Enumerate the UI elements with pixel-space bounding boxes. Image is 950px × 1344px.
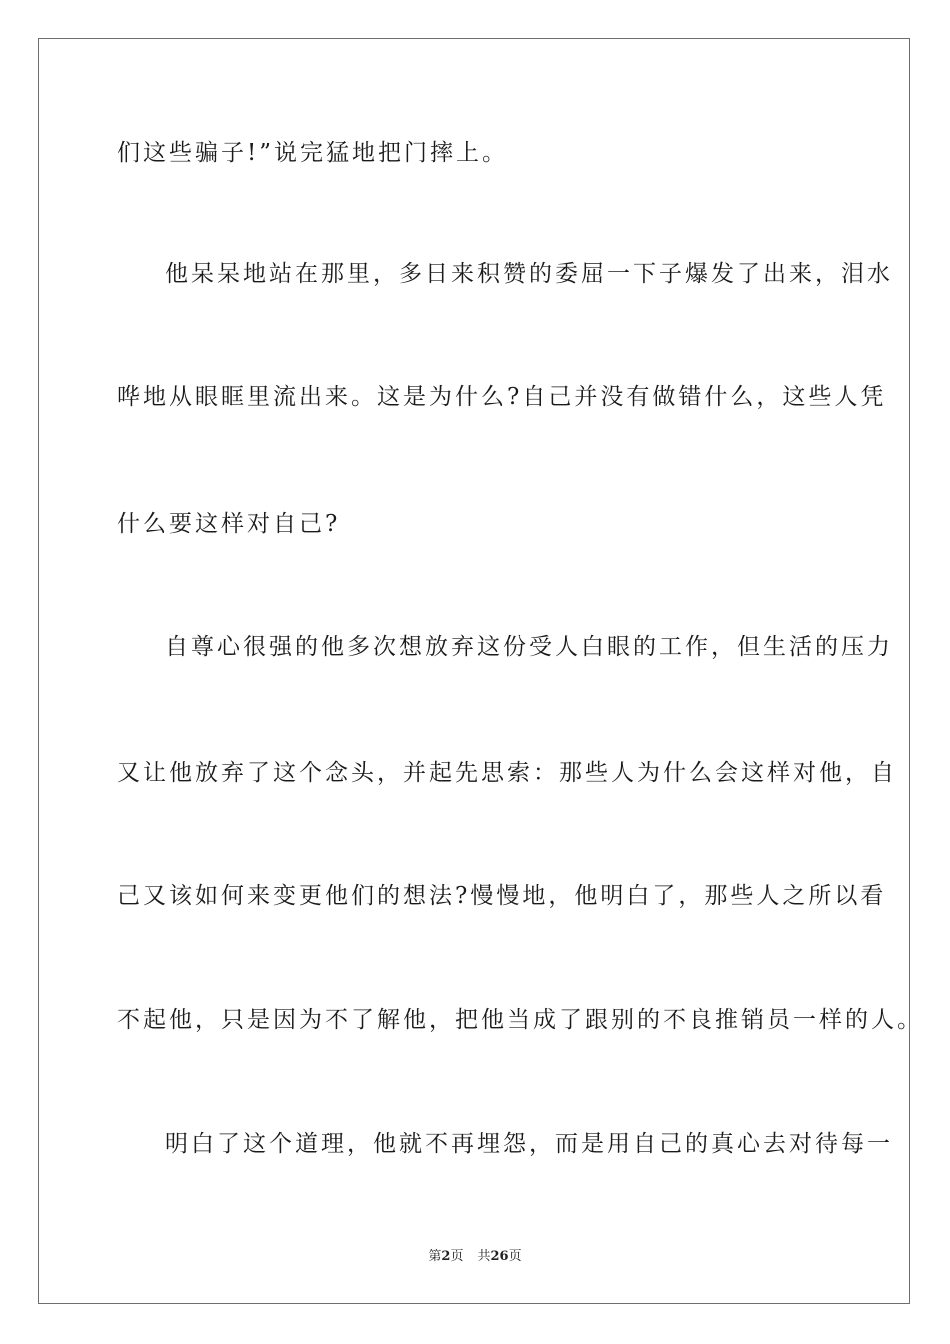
- page-prefix: 第: [428, 1249, 442, 1264]
- text-line-8: 不起他，只是因为不了解他，把他当成了跟别的不良推销员一样的人。: [117, 1007, 923, 1033]
- total-pages: 26: [490, 1249, 509, 1264]
- page-suffix: 页: [450, 1249, 464, 1264]
- page-number: 2: [441, 1249, 451, 1264]
- text-line-7: 己又该如何来变更他们的想法?慢慢地，他明白了，那些人之所以看: [117, 883, 887, 909]
- paragraph-start-line: 自尊心很强的他多次想放弃这份受人白眼的工作，但生活的压力: [165, 634, 893, 660]
- page-footer: [0, 1248, 950, 1266]
- paragraph-start-line: 他呆呆地站在那里，多日来积赞的委屈一下子爆发了出来，泪水: [165, 261, 893, 287]
- total-suffix: 页: [508, 1249, 522, 1264]
- text-line-4: 什么要这样对自己?: [117, 511, 341, 537]
- text-line-1: 们这些骗子!”说完猛地把门摔上。: [117, 140, 509, 166]
- paragraph-start-line: 明白了这个道理，他就不再埋怨，而是用自己的真心去对待每一: [165, 1131, 893, 1157]
- total-prefix: 共: [477, 1249, 491, 1264]
- text-line-3: 哗地从眼眶里流出来。这是为什么?自己并没有做错什么，这些人凭: [117, 384, 887, 410]
- page-border: [38, 38, 910, 1304]
- text-line-6: 又让他放弃了这个念头，并起先思索：那些人为什么会这样对他，自: [117, 760, 897, 786]
